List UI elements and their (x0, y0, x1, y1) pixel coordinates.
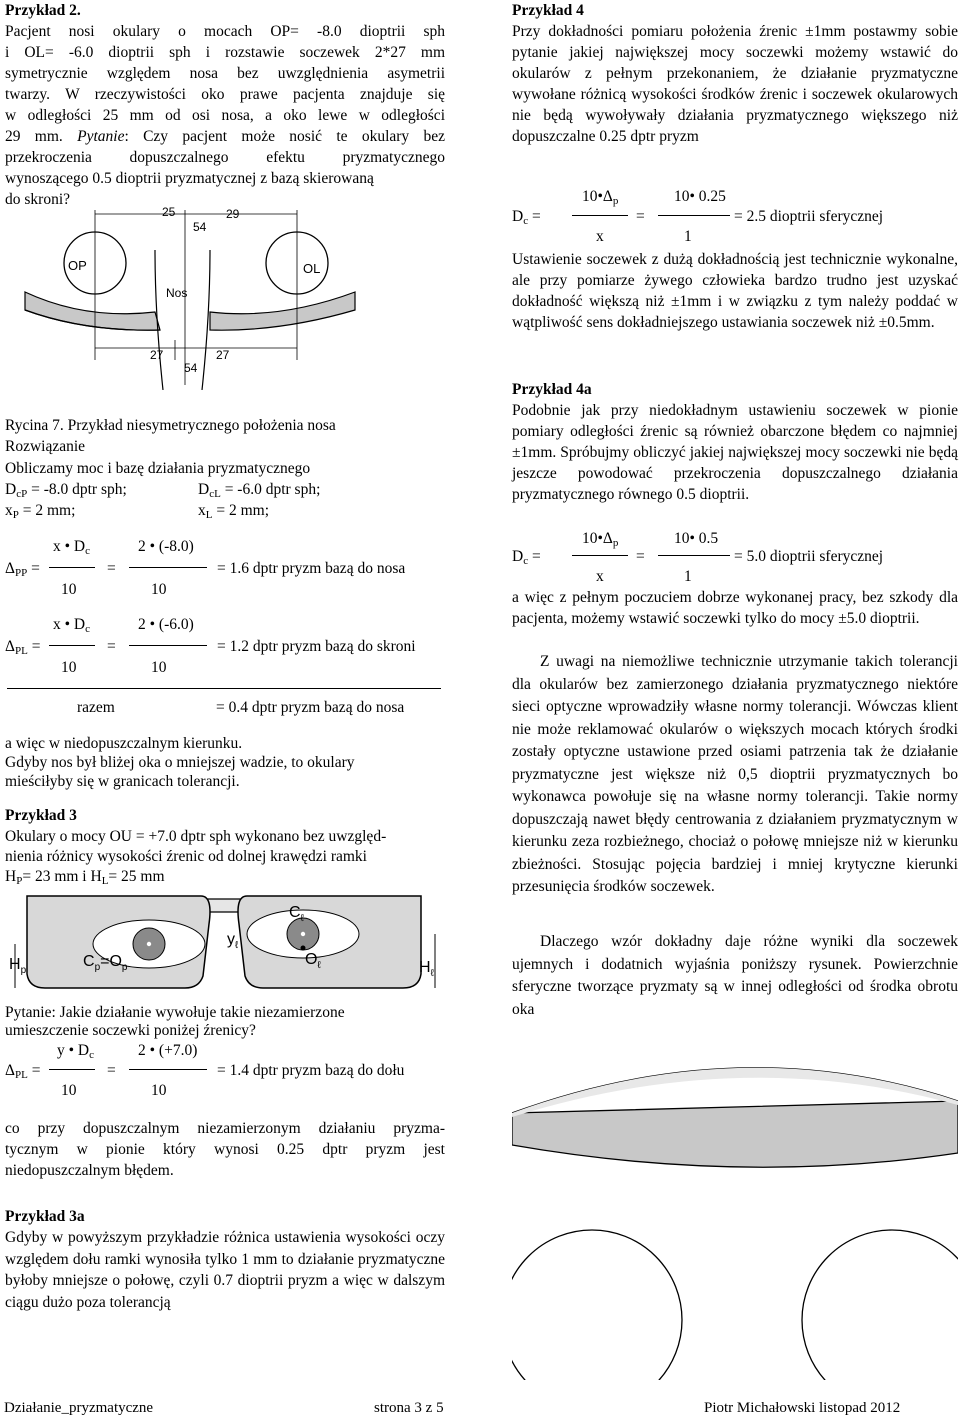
calc-intro: Obliczamy moc i bazę działania pryzmatycznego (5, 460, 311, 477)
figure-lens-eye-rotation (512, 1035, 958, 1380)
conclusion-line: a więc w niedopuszczalnym kierunku. (5, 735, 243, 752)
sum-divider-line (7, 688, 441, 689)
ol-label: OL (303, 261, 321, 276)
example-2-line: Pacjent nosi okulary o mocach OP= -8.0 dioptrii sph (5, 23, 445, 40)
example-2-text (5, 21, 445, 210)
hp-label: $H_p$ (9, 956, 27, 976)
right-lens-shape (210, 292, 355, 330)
example-2-line: twarzy. W rzeczywistości oko prawe pacjenta znajduje się (5, 86, 445, 103)
dim-25: 25 (162, 205, 176, 219)
cp-op-label: $C_p=O_p$ (83, 953, 128, 973)
solution-heading: Rozwiązanie (5, 438, 86, 455)
left-lens-shape (25, 292, 160, 330)
razem-result: = 0.4 dptr pryzm bazą do nosa (216, 699, 405, 716)
example-4a-title: Przykład 4a (512, 381, 592, 398)
question-label: Pytanie (77, 128, 125, 145)
footer-filename: Działanie_pryzmatyczne (4, 1400, 154, 1416)
paragraph-why-formula: Dlaczego wzór dokładny daje różne wyniki dla soczewek ujemnych i dodatnich wyjaśnia poniższy rysunek. Powierzchnie sferyczne tworzące pryzmaty są w innej odległości od środka obrotu oka (512, 933, 958, 1018)
example-2-line: 29 mm. Pytanie: Czy pacjent może nosić te okulary bez (5, 128, 445, 145)
example-2-line: przekroczenia dopuszczalnego efektu pryzmatycznego (5, 149, 445, 166)
example-3-title: Przykład 3 (5, 807, 77, 824)
dcp-value: $D_{cP} = -8.0$ dptr sph; (5, 481, 127, 500)
conclusion-line: Gdyby nos był bliżej oka o mniejszej wadzie, to okulary (5, 754, 355, 771)
example-2-line: wynoszącego 0.5 dioptrii pryzmatycznej z bazą skierowaną (5, 170, 374, 187)
paragraph-tolerance-norms: Z uwagi na niemożliwe technicznie utrzymanie takich tolerancji dla okularów bez zamierzonego działania pryzmatycznego niektóre sieci optyczne wprowadziły własne normy tolerancji. Wówczas klient nie może reklamować okularów o większych mocach których środki zostały optyczne ustawione przed osiami patrzenia tak że działanie pryzmatyczne jest większe niż 0,5 dioptrii pryzmatycznych bo wykonawca powołuje się na własne normy tolerancji. Takie normy dopuszczają nawet błędy centrowania z działaniem pryzmatycznym w kierunku zeza rozbieżnego, chociaż o połowę mniejsze niż w kierunku zbieżności. Stosując pojęcia bardziej i mniej krytyczne kierunki przesunięcia środków soczewek. (512, 653, 958, 895)
lens-profile-shape (512, 1101, 958, 1167)
figure-glasses-heights (5, 884, 445, 994)
hl-label: $H_\ell$ (419, 959, 434, 979)
dim-29: 29 (226, 207, 240, 221)
example-3-line: Okulary o mocy OU = +7.0 dptr sph wykonano bez uwzględ- (5, 828, 387, 845)
yl-label: $y_\ell$ (227, 931, 239, 951)
equation-max-power-1: $10•\Delta_p$ 10• 0.25 $D_c$ = = = 2.5 dioptrii sferycznej x 1 (512, 188, 884, 245)
equation-prism-left: x • $D_c$ 2 • (-6.0) $\Delta_{PL}$ = = = 1.2 dptr pryzm bazą do skroni 10 10 (5, 616, 416, 676)
right-lens-center-dot (301, 946, 306, 951)
footer-page-number: strona 3 z 5 (374, 1400, 444, 1416)
nose-label: Nos (166, 286, 188, 300)
footer-author-date: Piotr Michałowski listopad 2012 (704, 1400, 901, 1416)
example-4-title: Przykład 4 (512, 2, 584, 19)
figure-7-caption: Rycina 7. Przykład niesymetrycznego położenia nosa (5, 417, 336, 434)
example-3a-text: Gdyby w powyższym przykładzie różnica ustawienia wysokości oczy względem dołu ramki wynosiła tylko 1 mm to działanie pryzmatyczne byłoby mniejsze o połowę, czyli 0.7 dioptrii pryzm a więc w dalszym ciągu dużo poza tolerancją (5, 1229, 445, 1311)
equation-prism-right: x • $D_c$ 2 • (-8.0) $\Delta_{PP}$ = = = 1.6 dptr pryzm bazą do nosa 10 10 (5, 538, 406, 598)
example-4-text-2: Ustawienie soczewek z dużą dokładnością jest technicznie wykonalne, ale przy pomiarze żywego człowieka bardzo trudno jest uzyskać dokładność większą niż ±1mm i w związku z tym należy poddać w wątpliwość sens dokładniejszego ustawiania soczewek niż ±0.5mm. (512, 251, 958, 331)
example-2-title: Przykład 2. (5, 2, 81, 19)
cl-label: $C_\ell$ (289, 904, 304, 924)
dim-54-top: 54 (193, 220, 207, 234)
example-2-line: symetrycznie względem nosa bez uwzględnienia asymetrii (5, 65, 445, 82)
example-2-line: do skroni? (5, 191, 71, 208)
dcl-value: $D_{cL} = -6.0$ dptr sph; (198, 481, 321, 500)
example-2-line: w odległości 25 mm od osi nosa, a oko lewe w odległości (5, 107, 445, 124)
conclusion-line: mieściłyby się w granicach tolerancji. (5, 773, 240, 790)
dim-27-left: 27 (150, 348, 164, 362)
razem-label: razem (77, 699, 115, 716)
xp-value: $x_P = 2$ mm; (5, 502, 76, 521)
example-3-after: co przy dopuszczalnym niezamierzonym działaniu pryzma- tycznym w pionie który wynosi 0.25 dptr pryzm jest niedopuszczalnym błędem. (5, 1120, 445, 1179)
eye-circle-right (802, 1230, 958, 1380)
dim-54-bottom: 54 (184, 361, 198, 375)
example-3-question: Pytanie: Jakie działanie wywołuje takie niezamierzone (5, 1004, 345, 1021)
example-4a-text: Podobnie jak przy niedokładnym ustawieniu soczewek w pionie pomiary odległości źrenic są również obarczone błędem co najmniej ±1mm. Spróbujmy obliczyć jakiej największej mocy soczewki nie będą jeszcze powodować przekroczenia dopuszczalnego działania pryzmatycznego równego 0.5 dioptrii. (512, 402, 958, 503)
dim-27-right: 27 (216, 348, 230, 362)
op-label: OP (68, 258, 87, 273)
xl-value: $x_L = 2$ mm; (198, 502, 270, 521)
equation-max-power-2: $10•\Delta_p$ 10• 0.5 $D_c$ = = = 5.0 dioptrii sferycznej x 1 (512, 530, 884, 585)
example-3a-title: Przykład 3a (5, 1208, 85, 1225)
example-3-question: umieszczenie soczewki poniżej źrenicy? (5, 1022, 256, 1039)
eye-circle-left (512, 1230, 682, 1380)
example-4-text: Przy dokładności pomiaru położenia źrenic ±1mm postawmy sobie pytanie jakiej największej mocy soczewki możemy wstawić do okularów z pełnym przekonaniem, że działanie pryzmatyczne wywołane różnicą wysokości środków źrenic i soczewek okularowych nie będą wywoływały działania pryzmatycznego większego niż dopuszczalne 0.25 dptr pryzm (512, 23, 958, 145)
ol-label: $O_\ell$ (305, 951, 321, 971)
figure-7-nose-diagram (5, 200, 445, 390)
example-2-line: i OL= -6.0 dioptrii sph i rozstawie soczewek 2*27 mm (5, 44, 445, 61)
equation-prism-vertical: y • $D_c$ 2 • (+7.0) $\Delta_{PL}$ = = = 1.4 dptr pryzm bazą do dołu 10 10 (5, 1042, 405, 1099)
example-3-line: $H_P= 23$ mm i $H_L= 25$ mm (5, 868, 165, 887)
example-4a-text-2: a więc z pełnym poczuciem dobrze wykonanej pracy, bez szkody dla pacjenta, możemy wstawić soczewki tylko do mocy ±5.0 dioptrii. (512, 589, 958, 627)
example-3-line: nienia różnicy wysokości źrenic od dolnej krawędzi ramki (5, 848, 367, 865)
